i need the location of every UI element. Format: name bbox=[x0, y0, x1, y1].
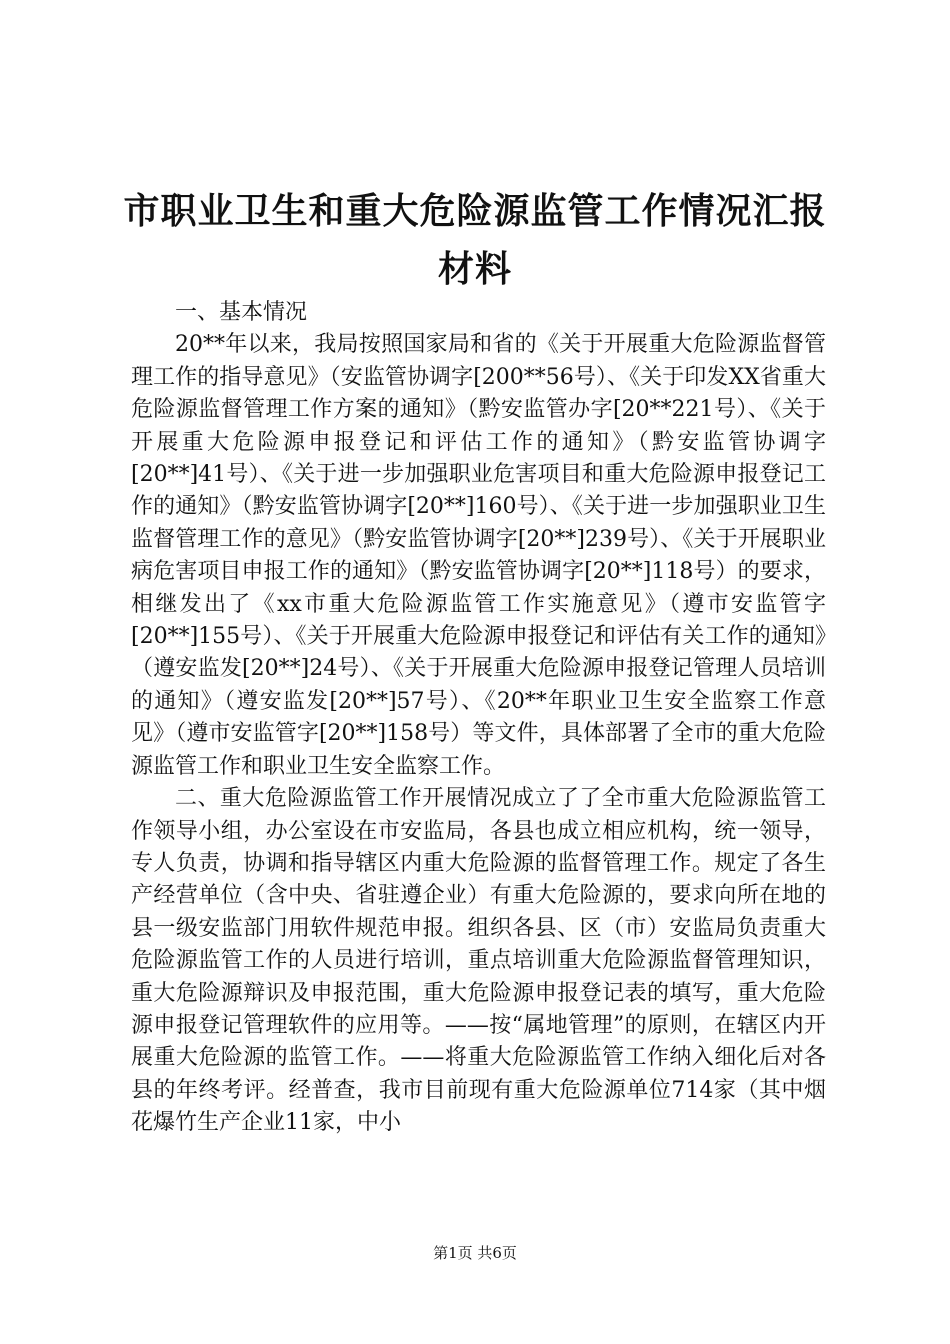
page-footer: 第1页 共6页 bbox=[433, 1244, 517, 1262]
section-heading: 一、基本情况 bbox=[175, 300, 308, 325]
paragraph: 二、重大危险源监管工作开展情况成立了了全市重大危险源监管工作领导小组，办公室设在市安监局，各县也成立相应机构，统一领导，专人负责，协调和指导辖区内重大危险源的监督管理工作。规定了各生产经营单位（含中央、省驻遵企业）有重大危险源的，要求向所在地的县一级安监部门用软件规范申报。组织各县、区（市）安监局负责重大危险源监管工作的人员进行培训，重点培训重大危险源监督管理知识，重大危险源辩识及申报范围，重大危险源申报登记表的填写，重大危险源申报登记管理软件的应用等。——按“属地管理”的原则，在辖区内开展重大危险源的监管工作。——将重大危险源监管工作纳入细化后对各县的年终考评。经普查，我市目前现有重大危险源单位714家（其中烟花爆竹生产企业11家，中小 bbox=[131, 786, 826, 1136]
document-title: 市职业卫生和重大危险源监管工作情况汇报材料 bbox=[123, 190, 827, 290]
document-body bbox=[131, 297, 826, 1140]
paragraph: 20**年以来，我局按照国家局和省的《关于开展重大危险源监督管理工作的指导意见》（安监管协调字[200**56号）、《关于印发XX省重大危险源监督管理工作方案的通知》（黔安监管办字[20**221号）、《关于开展重大危险源申报登记和评估工作的通知》（黔安监管协调字[20**]41号）、《关于进一步加强职业危害项目和重大危险源申报登记工作的通知》（黔安监管协调字[20**]160号）、《关于进一步加强职业卫生监督管理工作的意见》（黔安监管协调字[20**]239号）、《关于开展职业病危害项目申报工作的通知》（黔安监管协调字[20**]118号）的要求，相继发出了《xx市重大危险源监管工作实施意见》（遵市安监管字[20**]155号）、《关于开展重大危险源申报登记和评估有关工作的通知》（遵安监发[20**]24号）、《关于开展重大危险源申报登记管理人员培训的通知》（遵安监发[20**]57号）、《20**年职业卫生安全监察工作意见》（遵市安监管字[20**]158号）等文件，具体部署了全市的重大危险源监管工作和职业卫生安全监察工作。 bbox=[131, 332, 826, 779]
